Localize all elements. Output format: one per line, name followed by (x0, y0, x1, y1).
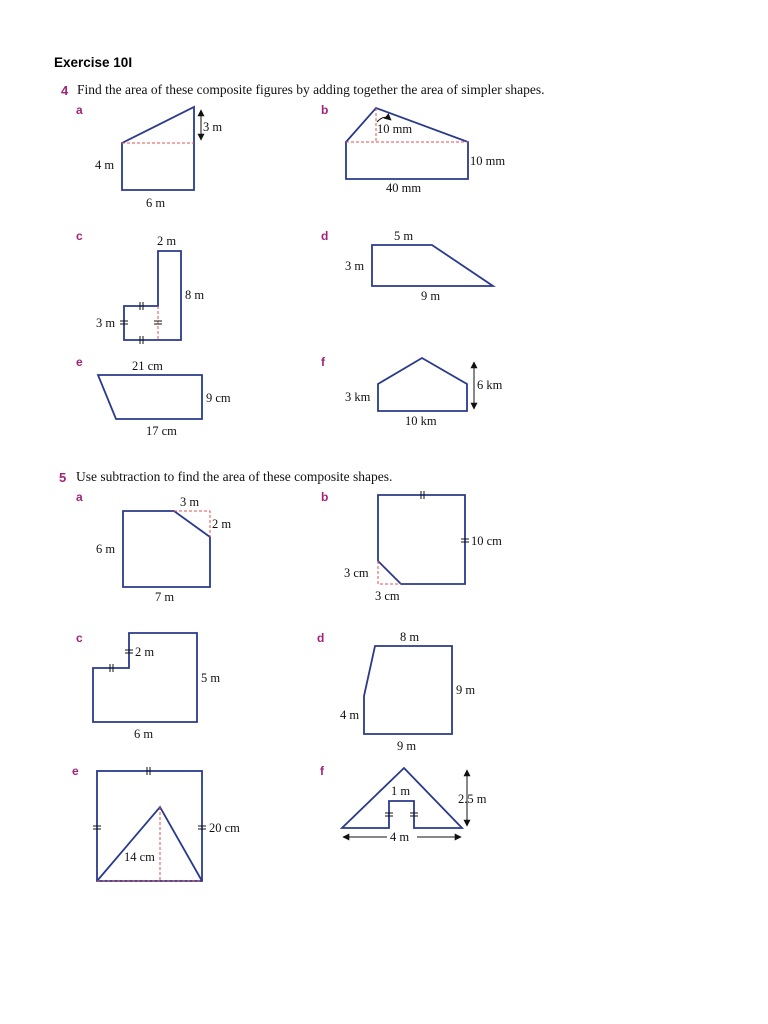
q5-part-e-label: e (72, 764, 79, 778)
q5d-dim-8m: 8 m (400, 630, 420, 644)
q4b-dim-10mm-side: 10 mm (470, 154, 506, 168)
q5d-dim-9m-side: 9 m (456, 683, 476, 697)
q4a-dim-4m: 4 m (95, 158, 115, 172)
q5b-dim-10cm: 10 cm (471, 534, 502, 548)
q5e-figure (93, 767, 240, 881)
q4c-dim-2m: 2 m (157, 234, 177, 248)
q4d-dim-3m: 3 m (345, 259, 365, 273)
q5a-dim-3m: 3 m (180, 495, 200, 509)
exercise-title: Exercise 10I (54, 55, 133, 70)
q5d-dim-4m: 4 m (340, 708, 360, 722)
question-4-number: 4 (61, 83, 69, 98)
q4e-dim-17cm: 17 cm (146, 424, 177, 438)
question-4-text: Find the area of these composite figures by adding together the area of simpler shapes. (77, 82, 545, 97)
q4e-dim-9cm: 9 cm (206, 391, 231, 405)
q4f-dim-3km: 3 km (345, 390, 371, 404)
q4d-dim-9m: 9 m (421, 289, 441, 303)
q4c-figure (96, 234, 204, 344)
q4f-figure (345, 358, 503, 428)
q5b-dim-3cm-base: 3 cm (375, 589, 400, 603)
q4d-figure (345, 229, 493, 303)
q4b-dim-40mm: 40 mm (386, 181, 422, 195)
q4-part-b-label: b (321, 103, 329, 117)
q5-part-d-label: d (317, 631, 325, 645)
q4a-dim-3m: 3 m (203, 120, 223, 134)
q4-part-e-label: e (76, 355, 83, 369)
question-5-text: Use subtraction to find the area of these composite shapes. (76, 469, 393, 484)
q5f-dim-1m: 1 m (391, 784, 411, 798)
q5c-dim-6m: 6 m (134, 727, 154, 741)
q4-part-a-label: a (76, 103, 83, 117)
q5d-figure (340, 630, 475, 753)
q4a-dim-6m: 6 m (146, 196, 166, 210)
q5a-figure (96, 495, 231, 604)
q5b-figure (344, 491, 502, 603)
q5a-dim-7m: 7 m (155, 590, 175, 604)
q4-part-f-label: f (321, 355, 325, 369)
q4c-dim-3m: 3 m (96, 316, 116, 330)
q4f-dim-6km: 6 km (477, 378, 503, 392)
q5a-dim-6m: 6 m (96, 542, 116, 556)
q5c-dim-2m: 2 m (135, 645, 155, 659)
q4b-dim-10mm-height: 10 mm (377, 122, 413, 136)
q5c-figure (93, 633, 220, 741)
q5a-dim-2m: 2 m (212, 517, 232, 531)
q4b-figure (346, 108, 505, 195)
q5-part-c-label: c (76, 631, 83, 645)
q4e-figure (98, 359, 231, 438)
q4a-figure (95, 107, 222, 210)
q5c-dim-5m: 5 m (201, 671, 221, 685)
q5-part-a-label: a (76, 490, 83, 504)
q5f-figure (342, 768, 487, 844)
q5-part-f-label: f (320, 764, 324, 778)
q5f-dim-4m: 4 m (390, 830, 410, 844)
q4-part-d-label: d (321, 229, 329, 243)
q5f-dim-2.5m: 2.5 m (458, 792, 487, 806)
q4c-dim-8m: 8 m (185, 288, 205, 302)
q4e-dim-21cm: 21 cm (132, 359, 163, 373)
q4-part-c-label: c (76, 229, 83, 243)
q5e-dim-14cm: 14 cm (124, 850, 155, 864)
question-5-number: 5 (59, 470, 67, 485)
q5-part-b-label: b (321, 490, 329, 504)
q4d-dim-5m: 5 m (394, 229, 414, 243)
q5e-dim-20cm: 20 cm (209, 821, 240, 835)
q5d-dim-9m-base: 9 m (397, 739, 417, 753)
q5b-dim-3cm-side: 3 cm (344, 566, 369, 580)
q4f-dim-10km: 10 km (405, 414, 437, 428)
